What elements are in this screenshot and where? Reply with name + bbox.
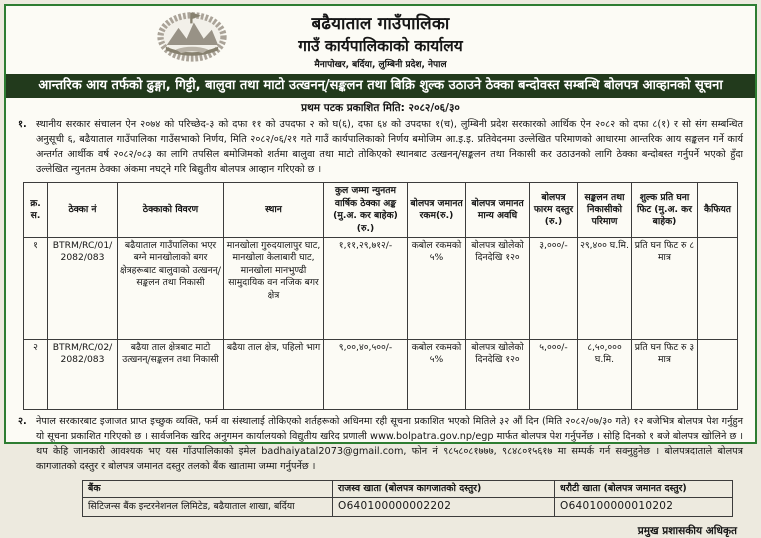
cell-bid-validity: बोलपत्र खोलेको दिनदेखि १२० [466, 340, 530, 410]
cell-location: मानखोला गुरुदयालापुर घाट, मानखोला केलाबारी घाट, मानखोला मानभुण्ढी सामुदायिक वन नजिक बगर क्षेत्र [224, 238, 324, 340]
office-name: गाउँ कार्यपालिकाको कार्यालय [298, 37, 463, 55]
cell-rate-per-cuft: प्रति घन फिट रु ८ मात्र [632, 238, 698, 340]
cell-serial: १ [24, 238, 48, 340]
cell-remarks [698, 238, 738, 340]
notice-title-banner: आन्तरिक आय तर्फको ढुङ्गा, गिट्टी, बालुवा तथा माटो उत्खनन्/सङ्कलन तथा बिक्रि शुल्क उठाउने ठेक्का बन्दोवस्त सम्बन्धि बोलपत्र आव्हानको सूचना [6, 74, 755, 98]
cell-min-annual-amount: ९,००,४०,५००/- [324, 340, 408, 410]
cell-location: बढैया ताल क्षेत्र, पहिलो भाग [224, 340, 324, 410]
cell-description: बढैयाताल गाउँपालिका भएर बग्ने मानखोलाको बगर क्षेत्रहरूबाट बालुवाको उत्खनन्/ सङ्कलन तथा निकासी [118, 238, 224, 340]
col-description: ठेक्काको विवरण [118, 183, 224, 238]
col-location: स्थान [224, 183, 324, 238]
cell-min-annual-amount: १,११,२९,७१२/- [324, 238, 408, 340]
col-form-fee: बोलपत्र फारम दस्तुर (रु.) [530, 183, 578, 238]
col-quantity: सङ्कलन तथा निकासीको परिमाण [578, 183, 632, 238]
cell-quantity: ८,५०,००० घ.मि. [578, 340, 632, 410]
cell-rate-per-cuft: प्रति घन फिट रु ३ मात्र [632, 340, 698, 410]
col-revenue-account: राजस्व खाता (बोलपत्र कागजातको दस्तुर) [333, 481, 555, 498]
col-bid-security: बोलपत्र जमानत रकम(रु.) [408, 183, 466, 238]
col-remarks: कैफियत [698, 183, 738, 238]
tender-table [23, 182, 738, 410]
col-deposit-account: धरौटी खाता (बोलपत्र जमानत दस्तुर) [555, 481, 733, 498]
paragraph-number: १. [18, 119, 27, 131]
cell-revenue-account-no: O640100000002202 [333, 498, 555, 517]
letterhead [6, 6, 755, 70]
office-address: मैनापोखर, बर्दिया, लुम्बिनी प्रदेश, नेपाल [314, 60, 447, 70]
col-serial: क्र. स. [24, 183, 48, 238]
paragraph-text: स्थानीय सरकार संचालन ऐन २०७४ को परिच्छेद-३ को दफा ११ को उपदफा २ को घ(६), दफा ६४ को उपदफा १(च), लुम्बिनी प्रदेश सरकारको आर्थिक ऐन २०८२ को दफा ८(१) र सो संग सम्बन्धित अनुसूची ६, बढैयाताल गाउँपालिका गाउँसभाको निर्णय, मिति २०८२/०६/२१ गते गाउँ कार्यपालिकाको निर्णय बमोजिम आ.इ.इ. प्रतिवेदनमा उल्लेखित परिमाणको आधारमा आन्तरिक आय सङ्कलन गर्ने कार्य अन्तर्गत आर्थीक वर्ष २०८२/०८३ का लागि तपसिल बमोजिमको शर्तमा बालुवा तथा माटो तोकिएको स्थानबाट उत्खनन्/सङ्कलन तथा निकासी कर उठाउनको लागि ठेक्का बन्दोबस्त गर्नुपर्ने भएको हुँदा उल्लेखित न्युनतम ठेक्का अंकमा नघट्ने गरि बिद्युतीय बोलपत्र आव्हान गरिएको छ । [36, 119, 743, 176]
col-bid-validity: बोलपत्र जमानत मान्य अवधि [466, 183, 530, 238]
bank-account-table [82, 480, 733, 517]
notice-paragraph-2 [6, 413, 755, 476]
col-contract-no: ठेक्का नं [48, 183, 118, 238]
cell-bid-validity: बोलपत्र खोलेको दिनदेखि १२० [466, 238, 530, 340]
cell-bid-security: कबोल रकमको ५% [408, 238, 466, 340]
cell-serial: २ [24, 340, 48, 410]
cell-bid-security: कबोल रकमको ५% [408, 340, 466, 410]
notice-document [4, 4, 757, 538]
tender-table-header-row [24, 183, 738, 238]
cell-contract-no: BTRM/RC/02/2082/083 [48, 340, 118, 410]
published-date-line: प्रथम पटक प्रकाशित मिति: २०८२/०६/३० [301, 102, 460, 115]
col-min-annual-amount: कुल जम्मा न्युनतम वार्षिक ठेक्का अङ्क (मु.अ. कर बाहेक) (रु.) [324, 183, 408, 238]
bank-row [83, 498, 733, 517]
notice-paragraph-1 [6, 116, 755, 179]
paragraph-number: २. [18, 416, 27, 428]
paragraph-text: नेपाल सरकारबाट इजाजत प्राप्त इच्छुक व्यक्ति, फर्म वा संस्थालाई तोकिएको शर्तहरूको अधिनमा रही सूचना प्रकाशित भएको मितिले ३२ औं दिन (मिति २०८२/०७/३० गते) १२ बजेभित्र बोलपत्र पेश गर्नुहुन यो सूचना प्रकाशित गरिएको छ । सार्वजनिक खरिद अनुगमन कार्यालयको विद्युतीय खरिद प्रणाली www.bolpatra.gov.np/egp मार्फत बोलपत्र पेश गर्नुपर्नेछ । सोहि दिनको १ बजे बोलपत्र खोलिने छ । थप केहि जानकारी आवश्यक भए यस गाँउपालिकाको इमेल badhaiyatal2073@gmail.com, फोन नं ९८५८०८१७७७, ९८४८०१५६१७ मा सम्पर्क गर्न सक्नुहुनेछ । बोलपत्रदाताले बोलपत्र कागजातको दस्तुर र बोलपत्र जमानत दस्तुर तलको बैंक खातामा जम्मा गर्नुपर्नेछ । [36, 416, 743, 473]
col-bank: बैंक [83, 481, 333, 498]
cell-remarks [698, 340, 738, 410]
tender-row-2 [24, 340, 738, 410]
cell-bank-name: सिटिजन्स बैंक इन्टरनेशनल लिमिटेड, बढैयाताल शाखा, बर्दिया [83, 498, 333, 517]
cell-form-fee: ३,०००/- [530, 238, 578, 340]
col-rate-per-cuft: शुल्क प्रति घना फिट (मु.अ. कर बाहेक) [632, 183, 698, 238]
cell-contract-no: BTRM/RC/01/2082/083 [48, 238, 118, 340]
nepal-emblem-logo [148, 9, 236, 67]
cell-deposit-account-no: O640100000010202 [555, 498, 733, 517]
cell-form-fee: ५,०००/- [530, 340, 578, 410]
cell-quantity: २९,४०० घ.मि. [578, 238, 632, 340]
municipality-name: बढैयाताल गाउँपालिका [311, 14, 450, 34]
cell-description: बढैया ताल क्षेत्रबाट माटो उत्खनन्/सङ्कलन तथा निकासी [118, 340, 224, 410]
signatory-title: प्रमुख प्रशासकीय अधिकृत [637, 525, 737, 538]
tender-row-1 [24, 238, 738, 340]
bank-table-header-row [83, 481, 733, 498]
